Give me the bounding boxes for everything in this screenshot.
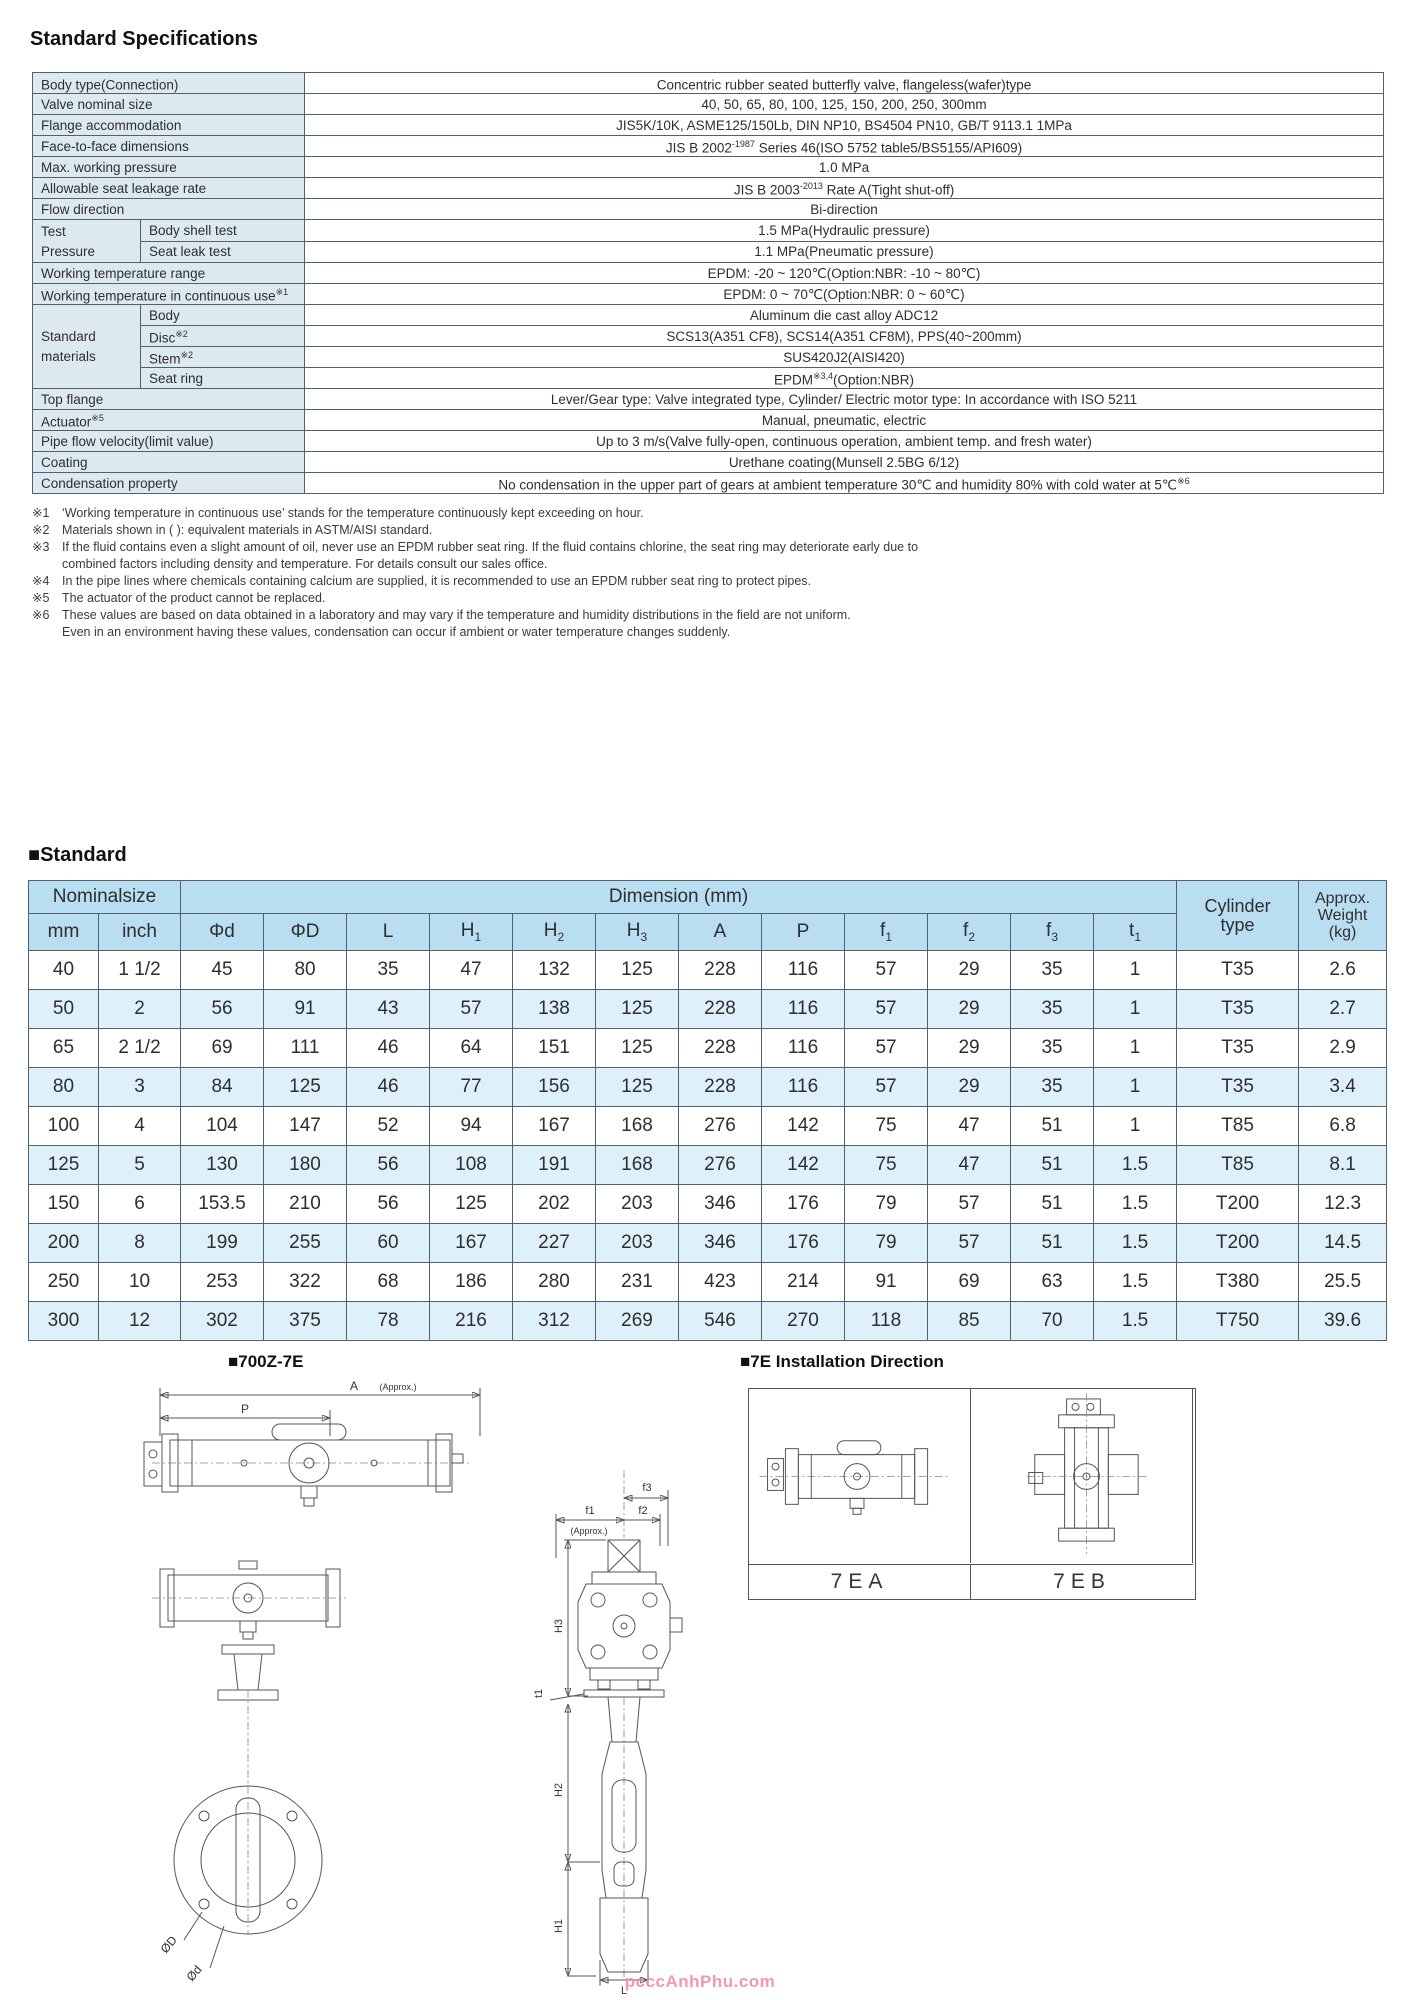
spec-value: Aluminum die cast alloy ADC12 <box>305 305 1384 326</box>
cell: 52 <box>347 1107 430 1146</box>
spec-value: 40, 50, 65, 80, 100, 125, 150, 200, 250, 300mm <box>305 94 1384 115</box>
cell: 276 <box>679 1107 762 1146</box>
cell: 228 <box>679 951 762 990</box>
col-header: $f_2$ <box>928 914 1011 951</box>
spec-group-label: Standard materials <box>33 305 141 389</box>
cell: 302 <box>181 1302 264 1341</box>
spec-value: SCS13(A351 CF8), SCS14(A351 CF8M), PPS(40~200mm) <box>305 326 1384 347</box>
spec-row <box>33 136 1384 157</box>
cell: 47 <box>430 951 513 990</box>
dim-header-row <box>29 881 1387 914</box>
cell: 45 <box>181 951 264 990</box>
dim-label-f1-note: (Approx.) <box>570 1526 608 1536</box>
cell: 1 <box>1094 1107 1177 1146</box>
spec-value: EPDM: 0 ~ 70℃(Option:NBR: 0 ~ 60℃) <box>305 284 1384 305</box>
cell: 132 <box>513 951 596 990</box>
spec-label: Max. working pressure <box>33 157 305 178</box>
cell: 56 <box>347 1146 430 1185</box>
cell: 104 <box>181 1107 264 1146</box>
installation-label-7ea: 7EA <box>749 1564 971 1599</box>
footnote-mark: ※1 <box>32 506 50 520</box>
spec-value: EPDM: -20 ~ 120℃(Option:NBR: -10 ~ 80℃) <box>305 263 1384 284</box>
col-header-nominalsize: Nominalsize <box>29 881 181 914</box>
spec-label: Condensation property <box>33 473 305 494</box>
cell: 202 <box>513 1185 596 1224</box>
cell: 180 <box>264 1146 347 1185</box>
spec-row <box>33 220 1384 242</box>
cell: 91 <box>845 1263 928 1302</box>
cell: 69 <box>928 1263 1011 1302</box>
cell: 57 <box>845 990 928 1029</box>
cell: 1.5 <box>1094 1302 1177 1341</box>
cell: 14.5 <box>1299 1224 1387 1263</box>
dim-label-h1: H1 <box>553 1918 565 1934</box>
col-header: $H_2$ <box>513 914 596 951</box>
spec-row <box>33 305 1384 326</box>
footnote <box>32 573 1382 590</box>
footnote <box>32 522 1382 539</box>
footnotes <box>32 505 1382 641</box>
cell: 210 <box>264 1185 347 1224</box>
cell: 142 <box>762 1107 845 1146</box>
cell: 35 <box>1011 990 1094 1029</box>
table-row <box>29 1068 1387 1107</box>
cell: 176 <box>762 1185 845 1224</box>
spec-row <box>33 115 1384 136</box>
cell: 65 <box>29 1029 99 1068</box>
cell: 2 <box>99 990 181 1029</box>
dim-label-f2: f2 <box>638 1505 648 1517</box>
cell: 6.8 <box>1299 1107 1387 1146</box>
cell: 85 <box>928 1302 1011 1341</box>
spec-value: EPDM$^{※3,4}$(Option:NBR) <box>305 368 1384 389</box>
standard-specifications-table <box>32 72 1384 494</box>
cell: 228 <box>679 990 762 1029</box>
cell: 203 <box>596 1224 679 1263</box>
cell: 12.3 <box>1299 1185 1387 1224</box>
cell: 186 <box>430 1263 513 1302</box>
spec-label: Body type(Connection) <box>33 73 305 94</box>
cell: 40 <box>29 951 99 990</box>
cell: 1.5 <box>1094 1224 1177 1263</box>
dim-label-f3: f3 <box>642 1482 652 1494</box>
cell: 130 <box>181 1146 264 1185</box>
col-header: mm <box>29 914 99 951</box>
cell: 322 <box>264 1263 347 1302</box>
cell: 228 <box>679 1068 762 1107</box>
cell: 1 1/2 <box>99 951 181 990</box>
cell: 168 <box>596 1107 679 1146</box>
spec-label: Working temperature in continuous use$^{※1}$ <box>33 284 305 305</box>
cell: 1 <box>1094 951 1177 990</box>
spec-row <box>33 241 1384 263</box>
cell: 51 <box>1011 1146 1094 1185</box>
cell: 75 <box>845 1107 928 1146</box>
cell: 35 <box>347 951 430 990</box>
cell: 125 <box>596 1068 679 1107</box>
cell: 250 <box>29 1263 99 1302</box>
cell: 125 <box>29 1146 99 1185</box>
spec-value: SUS420J2(AISI420) <box>305 347 1384 368</box>
spec-row <box>33 199 1384 220</box>
cell: 4 <box>99 1107 181 1146</box>
table-row <box>29 1029 1387 1068</box>
cell: 203 <box>596 1185 679 1224</box>
cell: 25.5 <box>1299 1263 1387 1302</box>
footnote-mark: ※4 <box>32 574 50 588</box>
cell: 312 <box>513 1302 596 1341</box>
spec-row <box>33 157 1384 178</box>
spec-sublabel: Stem$^{※2}$ <box>141 347 305 368</box>
cell: 153.5 <box>181 1185 264 1224</box>
spec-label: Pipe flow velocity(limit value) <box>33 431 305 452</box>
spec-row <box>33 389 1384 410</box>
cell: 191 <box>513 1146 596 1185</box>
cell: 77 <box>430 1068 513 1107</box>
spec-row <box>33 347 1384 368</box>
spec-value: JIS B $2002^{-1987}$ Series 46(ISO 5752 table5/BS5155/API609) <box>305 136 1384 157</box>
dim-label-h2: H2 <box>553 1782 565 1798</box>
cell: 167 <box>513 1107 596 1146</box>
spec-label: Flange accommodation <box>33 115 305 136</box>
cell: 118 <box>845 1302 928 1341</box>
spec-value: 1.0 MPa <box>305 157 1384 178</box>
cell: 3.4 <box>1299 1068 1387 1107</box>
cell: 57 <box>845 1068 928 1107</box>
col-header: $f_3$ <box>1011 914 1094 951</box>
cell: 167 <box>430 1224 513 1263</box>
cell: 47 <box>928 1107 1011 1146</box>
dim-label-a: A <box>349 1379 359 1393</box>
cell: T35 <box>1177 1029 1299 1068</box>
cell: 94 <box>430 1107 513 1146</box>
cell: 35 <box>1011 1068 1094 1107</box>
cell: 46 <box>347 1068 430 1107</box>
cell: 280 <box>513 1263 596 1302</box>
cell: 255 <box>264 1224 347 1263</box>
cell: 228 <box>679 1029 762 1068</box>
spec-value: 1.1 MPa(Pneumatic pressure) <box>305 241 1384 263</box>
cell: 125 <box>596 951 679 990</box>
spec-row <box>33 410 1384 431</box>
cell: 253 <box>181 1263 264 1302</box>
cell: 29 <box>928 951 1011 990</box>
cell: 116 <box>762 1068 845 1107</box>
spec-sublabel: Seat leak test <box>141 241 305 263</box>
standard-section-heading: ■Standard <box>28 844 127 866</box>
footnote <box>32 607 1382 641</box>
cell: 80 <box>29 1068 99 1107</box>
footnote <box>32 505 1382 522</box>
cell: 39.6 <box>1299 1302 1387 1341</box>
col-header-dimension: Dimension (mm) <box>181 881 1177 914</box>
col-header-cylinder-type: Cylinder type <box>1177 881 1299 951</box>
cell: 2.7 <box>1299 990 1387 1029</box>
cell: 375 <box>264 1302 347 1341</box>
cell: 12 <box>99 1302 181 1341</box>
cell: 269 <box>596 1302 679 1341</box>
cell: 29 <box>928 1029 1011 1068</box>
cell: 2.9 <box>1299 1029 1387 1068</box>
table-row <box>29 951 1387 990</box>
cell: 300 <box>29 1302 99 1341</box>
footnote-mark: ※5 <box>32 591 50 605</box>
cell: 60 <box>347 1224 430 1263</box>
cell: 168 <box>596 1146 679 1185</box>
cell: 2.6 <box>1299 951 1387 990</box>
spec-row <box>33 284 1384 305</box>
cell: 108 <box>430 1146 513 1185</box>
footnote-text: The actuator of the product cannot be replaced. <box>62 591 326 605</box>
cell: 151 <box>513 1029 596 1068</box>
cell: 214 <box>762 1263 845 1302</box>
cell: 125 <box>596 1029 679 1068</box>
footnote <box>32 590 1382 607</box>
dim-label-l: L <box>620 1985 628 1996</box>
footnote-mark: ※3 <box>32 540 50 554</box>
cell: T35 <box>1177 951 1299 990</box>
installation-7eb-drawing <box>971 1389 1192 1561</box>
table-row <box>29 1107 1387 1146</box>
cell: 51 <box>1011 1224 1094 1263</box>
drawing-700z7e-heading: ■700Z-7E <box>228 1352 304 1371</box>
spec-group-label: Test Pressure <box>33 220 141 263</box>
spec-label: Flow direction <box>33 199 305 220</box>
cell: 546 <box>679 1302 762 1341</box>
cell: T35 <box>1177 1068 1299 1107</box>
cell: 227 <box>513 1224 596 1263</box>
cell: 125 <box>596 990 679 1029</box>
watermark: pcccAnhPhu.com <box>624 1972 776 1991</box>
cell: 176 <box>762 1224 845 1263</box>
cell: 6 <box>99 1185 181 1224</box>
footnote-mark: ※2 <box>32 523 50 537</box>
spec-row <box>33 431 1384 452</box>
footnote-text: If the fluid contains even a slight amount of oil, never use an EPDM rubber seat ring. If the fluid contains chlorine, the seat ring may deteriorate early due to combined factors including density and temperature. For details consult our sales office. <box>62 540 919 571</box>
col-header: $H_3$ <box>596 914 679 951</box>
installation-label-7eb: 7EB <box>971 1564 1193 1599</box>
cell: 51 <box>1011 1107 1094 1146</box>
col-header: inch <box>99 914 181 951</box>
cell: 35 <box>1011 951 1094 990</box>
spec-label: Coating <box>33 452 305 473</box>
cell: 1 <box>1094 1068 1177 1107</box>
spec-label: Face-to-face dimensions <box>33 136 305 157</box>
spec-value: JIS5K/10K, ASME125/150Lb, DIN NP10, BS4504 PN10, GB/T 9113.1 1MPa <box>305 115 1384 136</box>
cell: 78 <box>347 1302 430 1341</box>
cell: 79 <box>845 1224 928 1263</box>
cell: 125 <box>264 1068 347 1107</box>
footnote-mark: ※6 <box>32 608 50 622</box>
spec-label: Actuator$^{※5}$ <box>33 410 305 431</box>
cell: 10 <box>99 1263 181 1302</box>
cell: 46 <box>347 1029 430 1068</box>
cell: 216 <box>430 1302 513 1341</box>
cell: 29 <box>928 990 1011 1029</box>
cell: 231 <box>596 1263 679 1302</box>
cell: 84 <box>181 1068 264 1107</box>
spec-value: Lever/Gear type: Valve integrated type, Cylinder/ Electric motor type: In accordance with ISO 5211 <box>305 389 1384 410</box>
footnote-text: In the pipe lines where chemicals containing calcium are supplied, it is recommended to use an EPDM rubber seat ring to protect pipes. <box>62 574 811 588</box>
spec-value: Up to 3 m/s(Valve fully-open, continuous operation, ambient temp. and fresh water) <box>305 431 1384 452</box>
cell: 100 <box>29 1107 99 1146</box>
dim-label-phi-d-outer: ØD <box>157 1933 180 1956</box>
cell: T35 <box>1177 990 1299 1029</box>
spec-row <box>33 326 1384 347</box>
cell: 3 <box>99 1068 181 1107</box>
cell: 200 <box>29 1224 99 1263</box>
cell: 138 <box>513 990 596 1029</box>
cell: 50 <box>29 990 99 1029</box>
spec-value: Urethane coating(Munsell 2.5BG 6/12) <box>305 452 1384 473</box>
col-header: L <box>347 914 430 951</box>
cell: 346 <box>679 1185 762 1224</box>
col-header: Φd <box>181 914 264 951</box>
table-row <box>29 1302 1387 1341</box>
table-row <box>29 1185 1387 1224</box>
cell: 142 <box>762 1146 845 1185</box>
cell: 63 <box>1011 1263 1094 1302</box>
page-title: Standard Specifications <box>30 28 258 50</box>
spec-row <box>33 178 1384 199</box>
spec-sublabel: Disc$^{※2}$ <box>141 326 305 347</box>
cell: T750 <box>1177 1302 1299 1341</box>
spec-label: Top flange <box>33 389 305 410</box>
spec-label: Valve nominal size <box>33 94 305 115</box>
col-header: $H_1$ <box>430 914 513 951</box>
spec-label: Allowable seat leakage rate <box>33 178 305 199</box>
dim-label-a-note: (Approx.) <box>379 1382 417 1392</box>
cell: 68 <box>347 1263 430 1302</box>
dimension-table <box>28 880 1387 1341</box>
cell: 270 <box>762 1302 845 1341</box>
footnote-text: ‘Working temperature in continuous use’ stands for the temperature continuously kept exceeding on hour. <box>62 506 644 520</box>
cell: 423 <box>679 1263 762 1302</box>
footnote <box>32 539 1382 573</box>
cell: 57 <box>928 1224 1011 1263</box>
table-row <box>29 990 1387 1029</box>
cell: 1.5 <box>1094 1185 1177 1224</box>
dim-label-f1: f1 <box>585 1505 595 1517</box>
col-header: $t_1$ <box>1094 914 1177 951</box>
cell: T200 <box>1177 1185 1299 1224</box>
cell: 2 1/2 <box>99 1029 181 1068</box>
col-header: $f_1$ <box>845 914 928 951</box>
spec-row <box>33 263 1384 284</box>
cell: 69 <box>181 1029 264 1068</box>
spec-value: Manual, pneumatic, electric <box>305 410 1384 431</box>
cell: 5 <box>99 1146 181 1185</box>
spec-sublabel: Body <box>141 305 305 326</box>
cell: 56 <box>181 990 264 1029</box>
cell: 1 <box>1094 990 1177 1029</box>
table-row <box>29 1224 1387 1263</box>
cell: 70 <box>1011 1302 1094 1341</box>
col-header: P <box>762 914 845 951</box>
spec-row <box>33 368 1384 389</box>
cell: 56 <box>347 1185 430 1224</box>
cell: T200 <box>1177 1224 1299 1263</box>
cell: 111 <box>264 1029 347 1068</box>
dim-label-h3: H3 <box>553 1618 565 1634</box>
cell: 1.5 <box>1094 1263 1177 1302</box>
col-header: ΦD <box>264 914 347 951</box>
cell: 29 <box>928 1068 1011 1107</box>
cell: 8.1 <box>1299 1146 1387 1185</box>
cell: 43 <box>347 990 430 1029</box>
spec-row <box>33 473 1384 494</box>
cell: 116 <box>762 990 845 1029</box>
spec-value: JIS B $2003^{-2013}$ Rate A(Tight shut-off) <box>305 178 1384 199</box>
dim-label-p: P <box>240 1402 250 1416</box>
spec-sublabel: Seat ring <box>141 368 305 389</box>
cell: 147 <box>264 1107 347 1146</box>
cell: 116 <box>762 1029 845 1068</box>
cell: 80 <box>264 951 347 990</box>
cell: 57 <box>928 1185 1011 1224</box>
spec-sublabel: Body shell test <box>141 220 305 242</box>
cell: 57 <box>845 951 928 990</box>
dim-label-t1: t1 <box>533 1688 545 1698</box>
cell: 8 <box>99 1224 181 1263</box>
cell: T380 <box>1177 1263 1299 1302</box>
table-row <box>29 1146 1387 1185</box>
table-row <box>29 1263 1387 1302</box>
cell: 1.5 <box>1094 1146 1177 1185</box>
cell: 57 <box>845 1029 928 1068</box>
cell: 47 <box>928 1146 1011 1185</box>
cell: 91 <box>264 990 347 1029</box>
cell: 199 <box>181 1224 264 1263</box>
installation-7ea-drawing <box>749 1389 971 1561</box>
installation-7eb-cell <box>971 1389 1193 1563</box>
spec-row <box>33 94 1384 115</box>
cell: 346 <box>679 1224 762 1263</box>
cell: 150 <box>29 1185 99 1224</box>
cell: 35 <box>1011 1029 1094 1068</box>
installation-direction-heading: ■7E Installation Direction <box>740 1352 944 1371</box>
spec-row <box>33 452 1384 473</box>
cell: 75 <box>845 1146 928 1185</box>
spec-label: Working temperature range <box>33 263 305 284</box>
installation-direction-box <box>748 1388 1196 1600</box>
cell: 125 <box>430 1185 513 1224</box>
col-header-weight: Approx. Weight (kg) <box>1299 881 1387 951</box>
cell: 57 <box>430 990 513 1029</box>
spec-value: Bi-direction <box>305 199 1384 220</box>
dim-label-phi-d-inner: Ød <box>183 1962 205 1984</box>
spec-value: No condensation in the upper part of gears at ambient temperature 30℃ and humidity 80% with cold water at 5℃$^{※6}$ <box>305 473 1384 494</box>
installation-7ea-cell <box>749 1389 971 1563</box>
cell: 64 <box>430 1029 513 1068</box>
spec-value: 1.5 MPa(Hydraulic pressure) <box>305 220 1384 242</box>
cell: 1 <box>1094 1029 1177 1068</box>
spec-value: Concentric rubber seated butterfly valve, flangeless(wafer)type <box>305 73 1384 94</box>
cell: 51 <box>1011 1185 1094 1224</box>
footnote-text: These values are based on data obtained in a laboratory and may vary if the temperature and humidity distributions in the field are not uniform. Even in an environment having these values, condensation can occur if ambient or water temperature changes suddenly. <box>62 608 851 639</box>
col-header: A <box>679 914 762 951</box>
spec-row <box>33 73 1384 94</box>
cell: T85 <box>1177 1107 1299 1146</box>
cell: 156 <box>513 1068 596 1107</box>
footnote-text: Materials shown in ( ): equivalent materials in ASTM/AISI standard. <box>62 523 433 537</box>
technical-drawing-700z-7e <box>140 1378 740 1996</box>
cell: 276 <box>679 1146 762 1185</box>
cell: 116 <box>762 951 845 990</box>
cell: T85 <box>1177 1146 1299 1185</box>
cell: 79 <box>845 1185 928 1224</box>
